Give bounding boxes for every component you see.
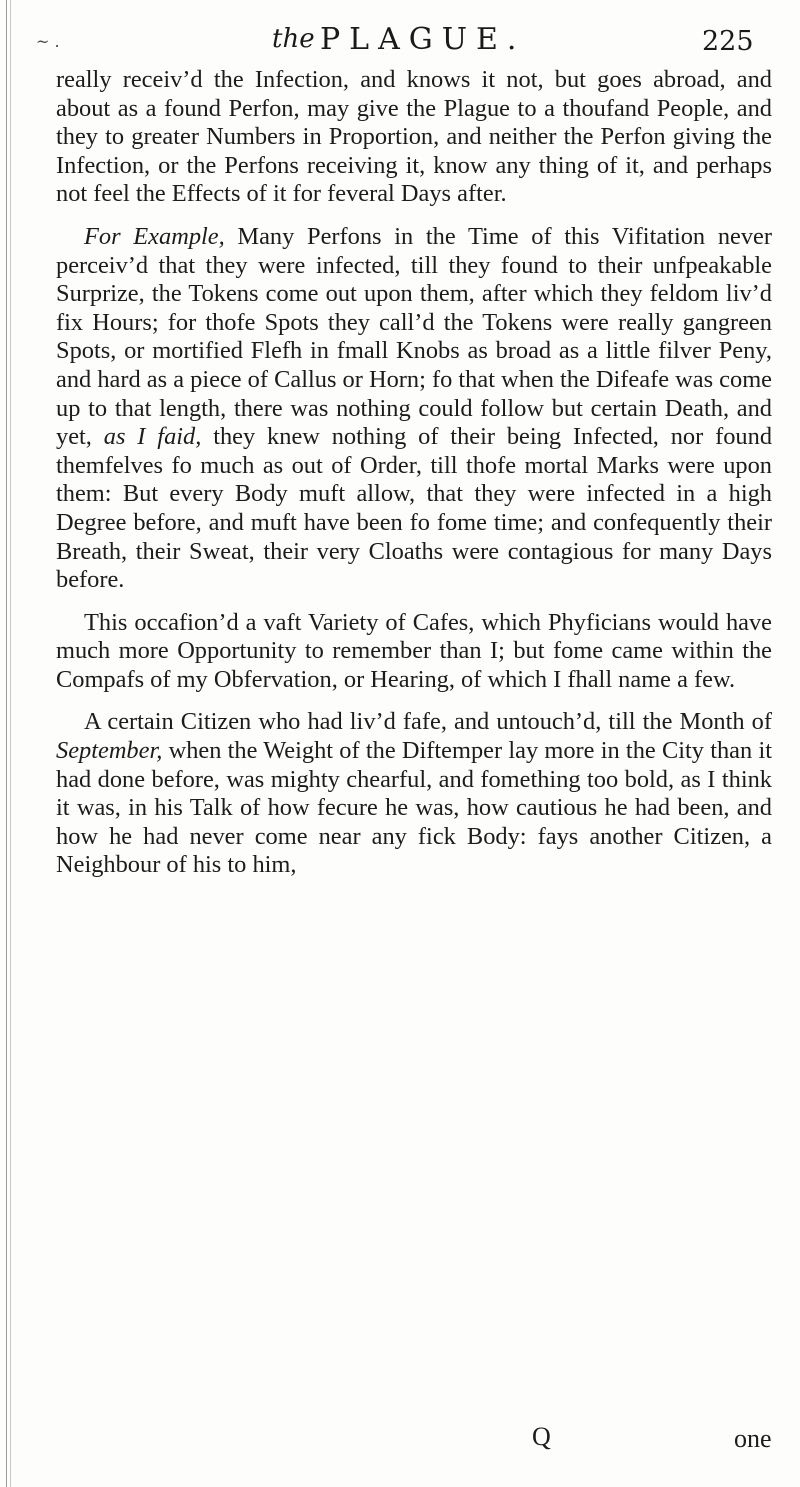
page-number: 225 (702, 26, 754, 57)
body-text (56, 66, 772, 894)
paragraph-3 (56, 609, 772, 695)
running-head (0, 16, 800, 60)
paragraph-1-text: really receiv’d the Infection, and knows it not, but goes abroad, and about as a found Perfon, may give the Plague to a thoufand People, and they to greater Numbers in Proportion, and neither the Perfon giving the Infection, or the Perfons receiving it, know any thing of it, and perhaps not feel the Effects of it for feveral Days after. (56, 66, 772, 208)
paragraph-2 (56, 223, 772, 595)
paragraph-4-text-b: when the Weight of the Diftemper lay more in the City than it had done before, was mighty chearful, and fomething too bold, as I think it was, in his Talk of how fecure he was, how cautious he had been, and how he had never come near any fick Body: fays another Citizen, a Neighbour of his to him, (56, 737, 772, 879)
gutter-edge-inner (10, 0, 11, 1487)
signature-mark: Q (532, 1422, 551, 1451)
paragraph-4-italic-month: September, (56, 737, 163, 765)
paragraph-1 (56, 66, 772, 209)
paragraph-3-text: This occafion’d a vaft Variety of Cafes, which Phyficians would have much more Opportunity to remember than I; but fome came within the Compafs of my Obfervation, or Hearing, of which I fhall name a few. (56, 608, 772, 693)
running-head-title: PLAGUE. (320, 22, 526, 57)
paragraph-4 (56, 708, 772, 880)
page-footer (0, 1422, 800, 1452)
paragraph-2-text-b: they knew nothing of their being Infected, nor found themfelves fo much as out of Order, till thofe mortal Marks were upon them: But every Body muft allow, that they were infected in a high Degree before, and muft have been fo fome time; and confequently their Breath, their Sweat, their very Cloaths were contagious for many Days before. (56, 423, 773, 594)
paragraph-2-italic-lead: For Example, (84, 222, 225, 250)
running-head-mark: ~ . (36, 32, 60, 51)
paragraph-4-text-a: A certain Citizen who had liv’d fafe, and untouch’d, till the Month of (84, 708, 772, 736)
catchword: one (734, 1424, 772, 1453)
running-head-article: the (272, 24, 315, 54)
paragraph-2-text-a: Many Perfons in the Time of this Vifitation never perceiv’d that they were infected, till they found to their unfpeakable Surprize, the Tokens come out upon them, after which they feldom liv’d fix Hours; for thofe Spots they call’d the Tokens were really gangreen Spots, or mortified Flefh in fmall Knobs as broad as a little filver Peny, and hard as a piece of Callus or Horn; fo that when the Difeafe was come up to that length, there was nothing could follow but certain Death, and yet, (56, 222, 772, 451)
paragraph-2-italic-mid: as I faid, (103, 423, 202, 451)
gutter-edge (6, 0, 7, 1487)
